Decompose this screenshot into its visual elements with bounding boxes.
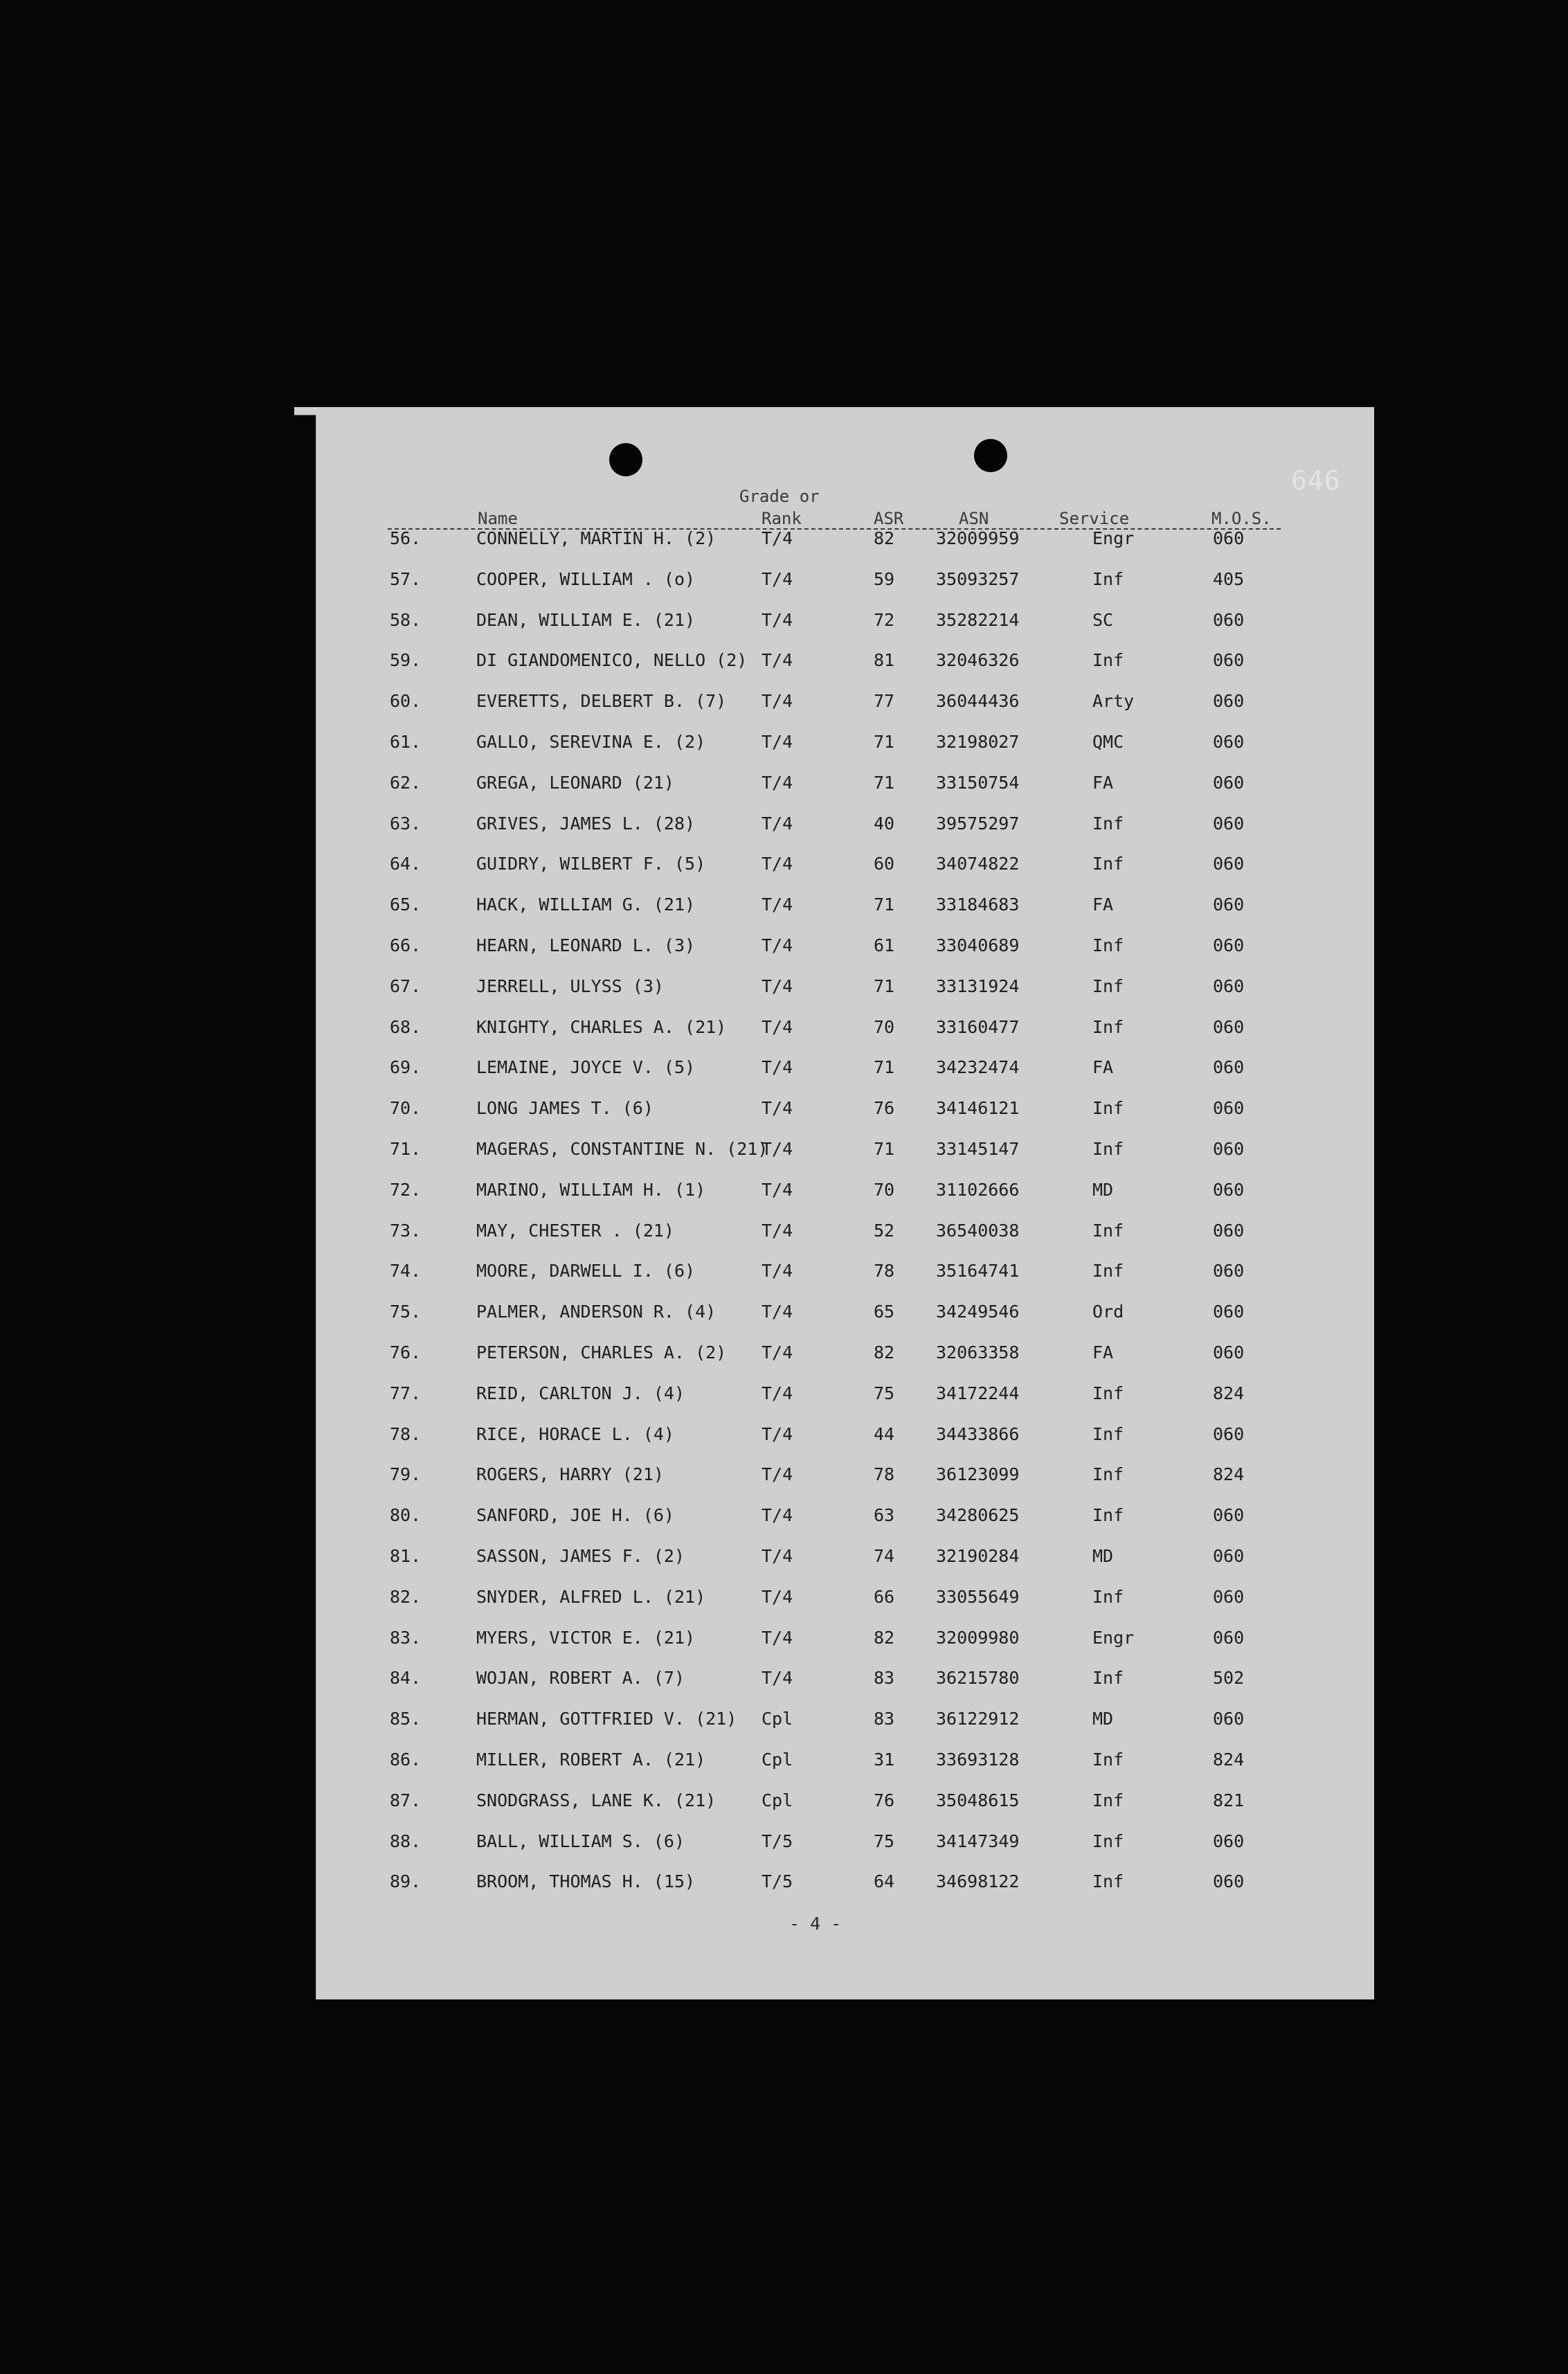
row-number: 61.	[390, 732, 422, 752]
row-grade: T/4	[762, 1221, 793, 1241]
row-asn: 35093257	[936, 569, 1020, 589]
row-asr: 71	[874, 1139, 895, 1159]
row-mos: 824	[1213, 1750, 1245, 1770]
row-grade: T/4	[762, 732, 793, 752]
row-service: Engr	[1092, 1628, 1135, 1648]
row-mos: 060	[1213, 1587, 1245, 1607]
row-number: 57.	[390, 569, 422, 589]
row-asn: 36215780	[936, 1668, 1020, 1688]
row-name: MAY, CHESTER . (21)	[476, 1221, 674, 1241]
row-asr: 31	[874, 1750, 895, 1770]
row-name: JERRELL, ULYSS (3)	[476, 976, 664, 996]
row-asn: 33145147	[936, 1139, 1020, 1159]
row-mos: 060	[1213, 691, 1245, 711]
row-mos: 060	[1213, 650, 1245, 670]
row-mos: 060	[1213, 894, 1245, 915]
row-service: Arty	[1092, 691, 1135, 711]
row-asr: 83	[874, 1668, 895, 1688]
row-name: MYERS, VICTOR E. (21)	[476, 1628, 696, 1648]
row-grade: T/4	[762, 1464, 793, 1484]
row-name: PALMER, ANDERSON R. (4)	[476, 1302, 717, 1322]
row-service: Inf	[1092, 569, 1124, 589]
row-name: SNYDER, ALFRED L. (21)	[476, 1587, 706, 1607]
row-name: ROGERS, HARRY (21)	[476, 1464, 664, 1484]
row-grade: T/4	[762, 1139, 793, 1159]
row-grade: T/4	[762, 976, 793, 996]
row-number: 69.	[390, 1057, 422, 1077]
row-mos: 060	[1213, 854, 1245, 874]
row-service: Inf	[1092, 650, 1124, 670]
row-number: 59.	[390, 650, 422, 670]
row-asn: 34249546	[936, 1302, 1020, 1322]
row-name: MILLER, ROBERT A. (21)	[476, 1750, 706, 1770]
row-number: 88.	[390, 1831, 422, 1851]
row-grade: T/4	[762, 1587, 793, 1607]
row-name: RICE, HORACE L. (4)	[476, 1424, 674, 1444]
row-service: Inf	[1092, 1424, 1124, 1444]
row-number: 73.	[390, 1221, 422, 1241]
row-service: Inf	[1092, 1017, 1124, 1037]
row-mos: 502	[1213, 1668, 1245, 1688]
row-asr: 77	[874, 691, 895, 711]
row-number: 65.	[390, 894, 422, 915]
row-grade: T/4	[762, 1302, 793, 1322]
row-name: SANFORD, JOE H. (6)	[476, 1505, 674, 1525]
row-asn: 33150754	[936, 773, 1020, 793]
row-grade: T/4	[762, 1017, 793, 1037]
row-name: BROOM, THOMAS H. (15)	[476, 1871, 696, 1891]
row-name: BALL, WILLIAM S. (6)	[476, 1831, 685, 1851]
row-asn: 33131924	[936, 976, 1020, 996]
row-grade: T/5	[762, 1831, 793, 1851]
row-asn: 32198027	[936, 732, 1020, 752]
table-row	[0, 1628, 1568, 1655]
row-mos: 060	[1213, 773, 1245, 793]
table-row	[0, 1464, 1568, 1492]
row-name: SASSON, JAMES F. (2)	[476, 1546, 685, 1566]
row-asn: 34433866	[936, 1424, 1020, 1444]
row-mos: 824	[1213, 1383, 1245, 1403]
table-row	[0, 1546, 1568, 1574]
row-asr: 82	[874, 528, 895, 548]
row-service: Inf	[1092, 1098, 1124, 1118]
row-number: 75.	[390, 1302, 422, 1322]
header-service: Service	[1059, 509, 1130, 528]
row-asr: 59	[874, 569, 895, 589]
punch-hole-left	[609, 443, 642, 476]
table-row	[0, 894, 1568, 922]
row-number: 85.	[390, 1709, 422, 1729]
table-row	[0, 1587, 1568, 1615]
row-asr: 71	[874, 976, 895, 996]
row-grade: T/4	[762, 1180, 793, 1200]
row-grade: Cpl	[762, 1709, 793, 1729]
row-number: 83.	[390, 1628, 422, 1648]
row-number: 62.	[390, 773, 422, 793]
row-mos: 060	[1213, 1871, 1245, 1891]
row-grade: Cpl	[762, 1790, 793, 1810]
row-number: 82.	[390, 1587, 422, 1607]
row-asn: 36044436	[936, 691, 1020, 711]
row-service: QMC	[1092, 732, 1124, 752]
row-asr: 52	[874, 1221, 895, 1241]
row-mos: 060	[1213, 1831, 1245, 1851]
row-service: Inf	[1092, 1668, 1124, 1688]
row-asn: 35282214	[936, 610, 1020, 630]
row-name: KNIGHTY, CHARLES A. (21)	[476, 1017, 727, 1037]
row-number: 72.	[390, 1180, 422, 1200]
row-name: GUIDRY, WILBERT F. (5)	[476, 854, 706, 874]
row-service: MD	[1092, 1180, 1114, 1200]
row-mos: 060	[1213, 976, 1245, 996]
row-mos: 060	[1213, 528, 1245, 548]
row-service: Inf	[1092, 1587, 1124, 1607]
row-asr: 71	[874, 894, 895, 915]
table-row	[0, 813, 1568, 841]
row-number: 79.	[390, 1464, 422, 1484]
row-number: 81.	[390, 1546, 422, 1566]
table-row	[0, 1424, 1568, 1452]
row-name: CONNELLY, MARTIN H. (2)	[476, 528, 717, 548]
row-asn: 35164741	[936, 1261, 1020, 1281]
table-row	[0, 650, 1568, 678]
row-grade: T/4	[762, 610, 793, 630]
row-name: EVERETTS, DELBERT B. (7)	[476, 691, 727, 711]
row-service: FA	[1092, 773, 1114, 793]
table-row	[0, 773, 1568, 800]
row-grade: T/4	[762, 1668, 793, 1688]
row-grade: T/4	[762, 813, 793, 834]
row-service: Inf	[1092, 1790, 1124, 1810]
row-service: Inf	[1092, 813, 1124, 834]
row-grade: T/4	[762, 854, 793, 874]
row-service: Inf	[1092, 1261, 1124, 1281]
row-asr: 82	[874, 1342, 895, 1363]
row-name: DI GIANDOMENICO, NELLO (2)	[476, 650, 748, 670]
row-asn: 32009980	[936, 1628, 1020, 1648]
row-name: SNODGRASS, LANE K. (21)	[476, 1790, 717, 1810]
table-row	[0, 1180, 1568, 1207]
row-number: 66.	[390, 935, 422, 955]
header-grade-line2: Rank	[762, 509, 802, 528]
row-asn: 33184683	[936, 894, 1020, 915]
row-asr: 70	[874, 1180, 895, 1200]
row-asn: 34232474	[936, 1057, 1020, 1077]
row-name: LONG JAMES T. (6)	[476, 1098, 654, 1118]
row-asr: 44	[874, 1424, 895, 1444]
row-service: Inf	[1092, 976, 1124, 996]
row-mos: 060	[1213, 813, 1245, 834]
table-row	[0, 1505, 1568, 1533]
row-name: HERMAN, GOTTFRIED V. (21)	[476, 1709, 737, 1729]
table-row	[0, 976, 1568, 1004]
row-grade: Cpl	[762, 1750, 793, 1770]
row-service: Inf	[1092, 1750, 1124, 1770]
row-grade: T/4	[762, 650, 793, 670]
table-row	[0, 1261, 1568, 1288]
row-number: 89.	[390, 1871, 422, 1891]
row-grade: T/4	[762, 935, 793, 955]
page-stamp-number: 646	[1291, 465, 1341, 496]
row-grade: T/4	[762, 691, 793, 711]
row-number: 84.	[390, 1668, 422, 1688]
row-number: 77.	[390, 1383, 422, 1403]
row-number: 58.	[390, 610, 422, 630]
row-service: Inf	[1092, 854, 1124, 874]
table-row	[0, 528, 1568, 556]
row-asn: 34147349	[936, 1831, 1020, 1851]
row-grade: T/5	[762, 1871, 793, 1891]
row-service: SC	[1092, 610, 1114, 630]
row-grade: T/4	[762, 894, 793, 915]
row-name: COOPER, WILLIAM . (o)	[476, 569, 696, 589]
row-asr: 78	[874, 1464, 895, 1484]
row-mos: 060	[1213, 1424, 1245, 1444]
row-mos: 060	[1213, 1709, 1245, 1729]
row-asn: 34280625	[936, 1505, 1020, 1525]
row-asr: 76	[874, 1098, 895, 1118]
row-service: Inf	[1092, 1831, 1124, 1851]
row-asn: 35048615	[936, 1790, 1020, 1810]
row-grade: T/4	[762, 1057, 793, 1077]
table-row	[0, 1668, 1568, 1696]
row-service: Inf	[1092, 1383, 1124, 1403]
row-number: 68.	[390, 1017, 422, 1037]
table-row	[0, 1302, 1568, 1329]
row-service: MD	[1092, 1709, 1114, 1729]
row-service: Inf	[1092, 1871, 1124, 1891]
row-asn: 33693128	[936, 1750, 1020, 1770]
row-asn: 39575297	[936, 813, 1020, 834]
row-service: Engr	[1092, 528, 1135, 548]
row-asr: 65	[874, 1302, 895, 1322]
header-name: Name	[478, 509, 518, 528]
row-grade: T/4	[762, 1383, 793, 1403]
row-asn: 34172244	[936, 1383, 1020, 1403]
row-service: Ord	[1092, 1302, 1124, 1322]
row-service: FA	[1092, 894, 1114, 915]
row-mos: 821	[1213, 1790, 1245, 1810]
row-asn: 34074822	[936, 854, 1020, 874]
row-grade: T/4	[762, 1628, 793, 1648]
row-name: WOJAN, ROBERT A. (7)	[476, 1668, 685, 1688]
row-asr: 61	[874, 935, 895, 955]
row-asn: 33040689	[936, 935, 1020, 955]
row-name: MAGERAS, CONSTANTINE N. (21)	[476, 1139, 768, 1159]
row-asr: 60	[874, 854, 895, 874]
row-mos: 405	[1213, 569, 1245, 589]
row-number: 67.	[390, 976, 422, 996]
table-row	[0, 691, 1568, 719]
row-asn: 32046326	[936, 650, 1020, 670]
table-row	[0, 1383, 1568, 1411]
row-asr: 63	[874, 1505, 895, 1525]
row-mos: 060	[1213, 1546, 1245, 1566]
row-name: GALLO, SEREVINA E. (2)	[476, 732, 706, 752]
row-asr: 75	[874, 1383, 895, 1403]
row-grade: T/4	[762, 1342, 793, 1363]
row-service: Inf	[1092, 935, 1124, 955]
row-service: Inf	[1092, 1139, 1124, 1159]
row-asr: 71	[874, 773, 895, 793]
row-grade: T/4	[762, 773, 793, 793]
row-name: DEAN, WILLIAM E. (21)	[476, 610, 696, 630]
row-mos: 060	[1213, 1139, 1245, 1159]
row-grade: T/4	[762, 1098, 793, 1118]
row-grade: T/4	[762, 1424, 793, 1444]
row-asr: 75	[874, 1831, 895, 1851]
row-number: 64.	[390, 854, 422, 874]
row-asr: 81	[874, 650, 895, 670]
row-number: 76.	[390, 1342, 422, 1363]
row-name: GRIVES, JAMES L. (28)	[476, 813, 696, 834]
row-service: FA	[1092, 1057, 1114, 1077]
row-number: 78.	[390, 1424, 422, 1444]
row-asn: 34146121	[936, 1098, 1020, 1118]
row-asr: 76	[874, 1790, 895, 1810]
row-mos: 060	[1213, 1017, 1245, 1037]
row-name: PETERSON, CHARLES A. (2)	[476, 1342, 727, 1363]
row-asn: 36540038	[936, 1221, 1020, 1241]
row-asn: 34698122	[936, 1871, 1020, 1891]
table-row	[0, 1709, 1568, 1736]
row-asr: 78	[874, 1261, 895, 1281]
row-name: GREGA, LEONARD (21)	[476, 773, 674, 793]
table-row	[0, 569, 1568, 597]
table-row	[0, 732, 1568, 759]
table-row	[0, 1057, 1568, 1085]
row-service: Inf	[1092, 1505, 1124, 1525]
row-name: LEMAINE, JOYCE V. (5)	[476, 1057, 696, 1077]
row-grade: T/4	[762, 1261, 793, 1281]
row-mos: 060	[1213, 935, 1245, 955]
header-mos: M.O.S.	[1211, 509, 1272, 528]
table-row	[0, 1871, 1568, 1899]
row-asr: 72	[874, 610, 895, 630]
row-name: REID, CARLTON J. (4)	[476, 1383, 685, 1403]
row-asr: 71	[874, 732, 895, 752]
row-name: MARINO, WILLIAM H. (1)	[476, 1180, 706, 1200]
table-row	[0, 1139, 1568, 1167]
row-number: 80.	[390, 1505, 422, 1525]
header-asn: ASN	[959, 509, 989, 528]
row-asn: 32063358	[936, 1342, 1020, 1363]
row-number: 87.	[390, 1790, 422, 1810]
row-mos: 060	[1213, 1180, 1245, 1200]
row-asr: 82	[874, 1628, 895, 1648]
row-asn: 36123099	[936, 1464, 1020, 1484]
header-asr: ASR	[874, 509, 904, 528]
table-row	[0, 1342, 1568, 1370]
row-grade: T/4	[762, 528, 793, 548]
row-mos: 060	[1213, 1221, 1245, 1241]
row-asr: 64	[874, 1871, 895, 1891]
header-grade-line1: Grade or	[739, 487, 820, 506]
row-asn: 33055649	[936, 1587, 1020, 1607]
row-asn: 36122912	[936, 1709, 1020, 1729]
table-row	[0, 1831, 1568, 1859]
table-row	[0, 1098, 1568, 1126]
row-mos: 060	[1213, 610, 1245, 630]
row-asn: 31102666	[936, 1180, 1020, 1200]
row-number: 74.	[390, 1261, 422, 1281]
row-grade: T/4	[762, 1505, 793, 1525]
row-mos: 824	[1213, 1464, 1245, 1484]
row-number: 86.	[390, 1750, 422, 1770]
row-number: 63.	[390, 813, 422, 834]
row-grade: T/4	[762, 1546, 793, 1566]
row-number: 71.	[390, 1139, 422, 1159]
row-name: HACK, WILLIAM G. (21)	[476, 894, 696, 915]
row-asr: 66	[874, 1587, 895, 1607]
row-name: MOORE, DARWELL I. (6)	[476, 1261, 696, 1281]
table-row	[0, 1790, 1568, 1818]
page-footer: - 4 -	[789, 1914, 842, 1934]
row-grade: T/4	[762, 569, 793, 589]
row-asr: 74	[874, 1546, 895, 1566]
row-asn: 33160477	[936, 1017, 1020, 1037]
row-mos: 060	[1213, 1628, 1245, 1648]
table-row	[0, 1221, 1568, 1248]
row-mos: 060	[1213, 1302, 1245, 1322]
row-asr: 71	[874, 1057, 895, 1077]
row-asr: 83	[874, 1709, 895, 1729]
table-row	[0, 1750, 1568, 1777]
row-asr: 40	[874, 813, 895, 834]
row-name: HEARN, LEONARD L. (3)	[476, 935, 696, 955]
row-mos: 060	[1213, 1505, 1245, 1525]
row-number: 56.	[390, 528, 422, 548]
row-mos: 060	[1213, 732, 1245, 752]
table-row	[0, 1017, 1568, 1045]
row-mos: 060	[1213, 1057, 1245, 1077]
row-service: Inf	[1092, 1464, 1124, 1484]
row-mos: 060	[1213, 1261, 1245, 1281]
row-number: 60.	[390, 691, 422, 711]
row-service: Inf	[1092, 1221, 1124, 1241]
row-service: FA	[1092, 1342, 1114, 1363]
punch-hole-right	[974, 439, 1007, 472]
row-mos: 060	[1213, 1342, 1245, 1363]
row-service: MD	[1092, 1546, 1114, 1566]
table-row	[0, 854, 1568, 881]
table-row	[0, 935, 1568, 963]
row-asr: 70	[874, 1017, 895, 1037]
row-asn: 32190284	[936, 1546, 1020, 1566]
row-number: 70.	[390, 1098, 422, 1118]
row-asn: 32009959	[936, 528, 1020, 548]
table-row	[0, 610, 1568, 638]
row-mos: 060	[1213, 1098, 1245, 1118]
